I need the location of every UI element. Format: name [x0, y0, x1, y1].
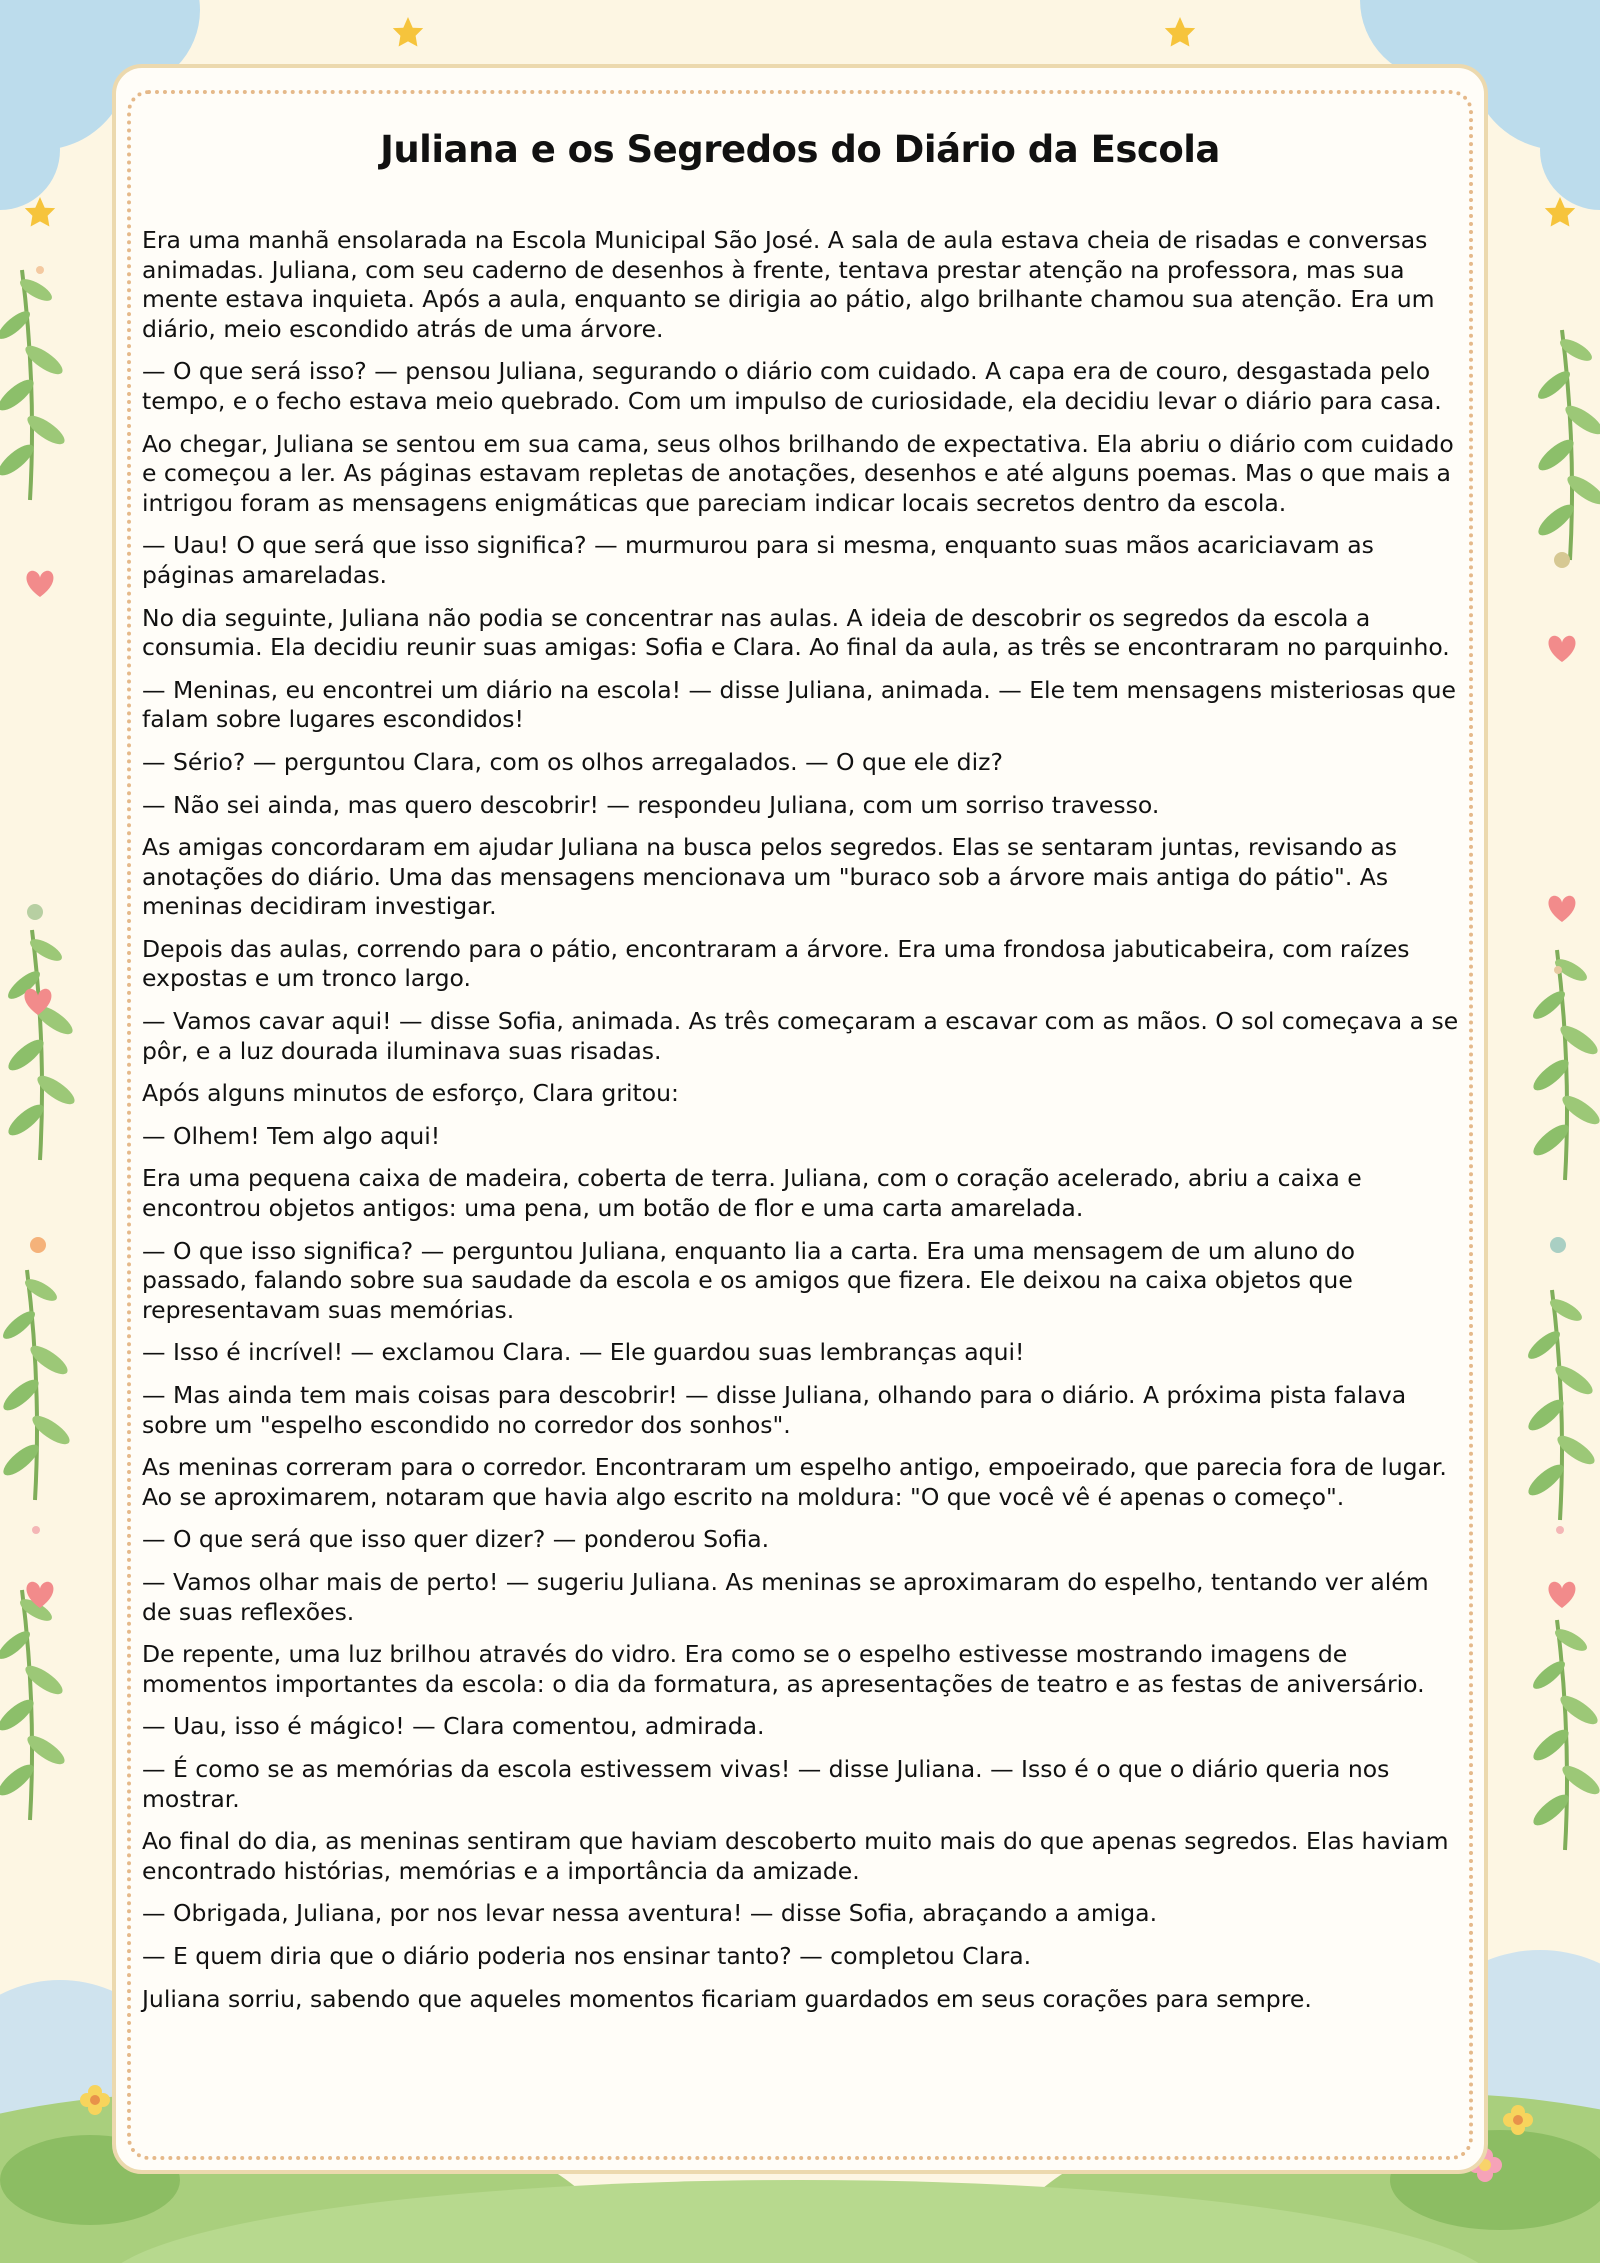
story-paragraph: Era uma pequena caixa de madeira, coberta de terra. Juliana, com o coração acelerado, abriu a caixa e encontrou objetos antigos: uma pena, um botão de flor e uma carta amarelada. [142, 1164, 1362, 1223]
story-paragraph: — O que isso significa? — perguntou Juliana, enquanto lia a carta. Era uma mensagem de um aluno do passado, falando sobre sua saudade da escola e os amigos que fizera. Ele deixou na caixa objetos que representavam suas memórias. [142, 1236, 1355, 1324]
story-paragraph: No dia seguinte, Juliana não podia se concentrar nas aulas. A ideia de descobrir os segredos da escola a consumia. Ela decidiu reunir suas amigas: Sofia e Clara. Ao final da aula, as três se encontraram no parquinho. [142, 603, 1450, 662]
leaf-branch-icon [0, 1590, 69, 1820]
story-paragraph: — Meninas, eu encontrei um diário na escola! — disse Juliana, animada. — Ele tem mensagens misteriosas que falam sobre lugares escondidos! [142, 675, 1456, 734]
story-paragraph: As meninas correram para o corredor. Encontraram um espelho antigo, empoeirado, que parecia fora de lugar. Ao se aproximarem, notaram que havia algo escrito na moldura: "O que você vê é apenas o começo". [142, 1453, 1447, 1511]
heart-icon [1549, 896, 1576, 922]
story-paragraph: — Uau! O que será que isso significa? — murmurou para si mesma, enquanto suas mãos acariciavam as páginas amareladas. [142, 531, 1374, 589]
story-paragraph: — É como se as memórias da escola estivessem vivas! — disse Juliana. — Isso é o que o diário queria nos mostrar. [142, 1754, 1390, 1813]
star-icon [393, 17, 423, 47]
story-paragraph: — Uau, isso é mágico! — Clara comentou, admirada. [142, 1712, 765, 1741]
story-paragraph: — Sério? — perguntou Clara, com os olhos arregalados. — O que ele diz? [142, 747, 1003, 776]
story-paragraph: — Obrigada, Juliana, por nos levar nessa aventura! — disse Sofia, abraçando a amiga. [142, 1899, 1158, 1928]
story-paragraph: Juliana sorriu, sabendo que aqueles momentos ficariam guardados em seus corações para sempre. [142, 1984, 1312, 2013]
story-paragraph: — Vamos cavar aqui! — disse Sofia, animada. As três começaram a escavar com as mãos. O sol começava a se pôr, e a luz dourada iluminava suas risadas. [142, 1007, 1459, 1065]
story-paragraph: Após alguns minutos de esforço, Clara gritou: [142, 1079, 679, 1108]
story-paragraph: Depois das aulas, correndo para o pátio, encontraram a árvore. Era uma frondosa jabuticabeira, com raízes expostas e um tronco largo. [142, 934, 1410, 993]
leaf-branch-icon [0, 1270, 74, 1500]
story-paragraph: As amigas concordaram em ajudar Juliana na busca pelos segredos. Elas se sentaram juntas, revisando as anotações do diário. Uma das mensagens mencionava um "buraco sob a árvore mais antiga do pátio". As meninas decidiram investigar. [142, 833, 1397, 921]
leaf-branch-icon [1529, 1620, 1600, 1850]
story-paragraph: — Vamos olhar mais de perto! — sugeriu Juliana. As meninas se aproximaram do espelho, tentando ver além de suas reflexões. [142, 1567, 1429, 1626]
story-paragraph: — E quem diria que o diário poderia nos ensinar tanto? — completou Clara. [142, 1941, 1032, 1970]
leaf-branch-icon [1524, 1290, 1599, 1520]
heart-icon [1549, 1582, 1576, 1608]
leaf-branch-icon [0, 270, 69, 500]
leaf-branch-icon [1529, 950, 1600, 1180]
star-icon [1165, 17, 1195, 47]
story-paragraph: — Olhem! Tem algo aqui! [142, 1121, 441, 1150]
story-paragraph: — O que será que isso quer dizer? — ponderou Sofia. [142, 1525, 770, 1554]
story-paragraph: Ao final do dia, as meninas sentiram que haviam descoberto muito mais do que apenas segredos. Elas haviam encontrado histórias, memórias e a importância da amizade. [142, 1827, 1449, 1885]
story-paragraph: — O que será isso? — pensou Juliana, segurando o diário com cuidado. A capa era de couro, desgastada pelo tempo, e o fecho estava meio quebrado. Com um impulso de curiosidade, ela decidiu levar o diário para casa. [142, 357, 1442, 415]
leaf-branch-icon [1534, 330, 1600, 560]
story-paragraph: — Mas ainda tem mais coisas para descobrir! — disse Juliana, olhando para o diário. A próxima pista falava sobre um "espelho escondido no corredor dos sonhos". [142, 1381, 1407, 1439]
story-body [142, 226, 1462, 2027]
heart-icon [1549, 636, 1576, 662]
story-paragraph: — Isso é incrível! — exclamou Clara. — Ele guardou suas lembranças aqui! [142, 1338, 1025, 1367]
story-title: Juliana e os Segredos do Diário da Escola [380, 128, 1220, 171]
story-paragraph: Era uma manhã ensolarada na Escola Municipal São José. A sala de aula estava cheia de risadas e conversas animadas. Juliana, com seu caderno de desenhos à frente, tentava prestar atenção na professora, mas sua mente estava inquieta. Após a aula, enquanto se dirigia ao pátio, algo brilhante chamou sua atenção. Era um diário, meio escondido atrás de uma árvore. [142, 226, 1435, 343]
story-paragraph: Ao chegar, Juliana se sentou em sua cama, seus olhos brilhando de expectativa. Ela abriu o diário com cuidado e começou a ler. As páginas estavam repletas de anotações, desenhos e até alguns poemas. Mas o que mais a intrigou foram as mensagens enigmáticas que pareciam indicar locais secretos dentro da escola. [142, 429, 1454, 517]
story-paragraph: — Não sei ainda, mas quero descobrir! — respondeu Juliana, com um sorriso travesso. [142, 790, 1160, 819]
heart-icon [27, 571, 54, 597]
story-paragraph: De repente, uma luz brilhou através do vidro. Era como se o espelho estivesse mostrando imagens de momentos importantes da escola: o dia da formatura, as apresentações de teatro e as festas de aniversário. [142, 1640, 1425, 1698]
leaf-branch-icon [4, 930, 79, 1160]
